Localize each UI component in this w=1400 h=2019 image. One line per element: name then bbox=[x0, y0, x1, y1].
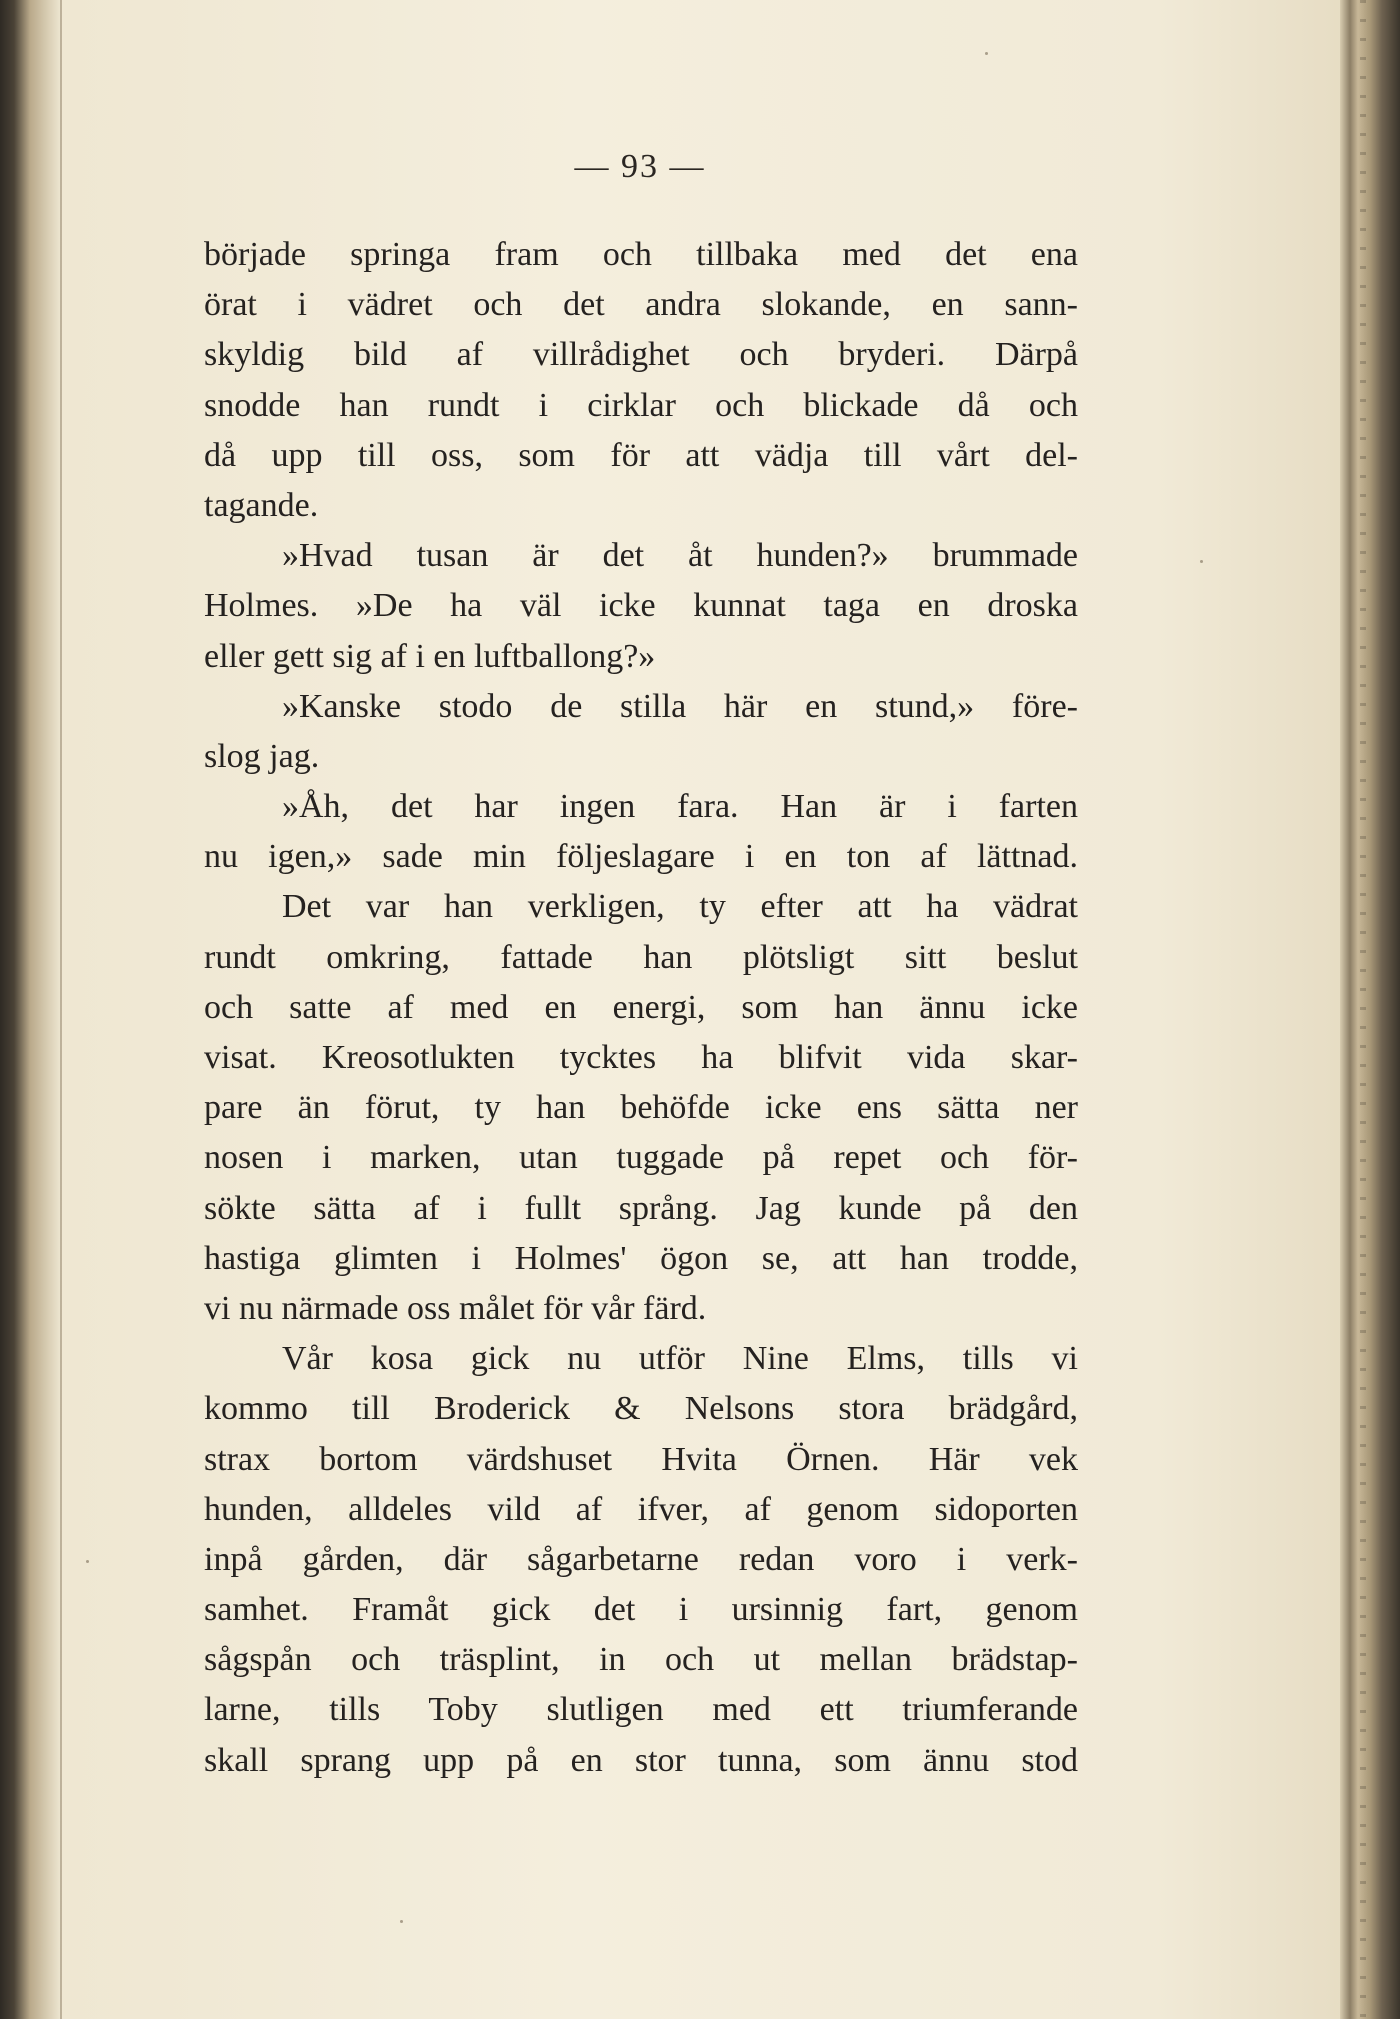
scan-left-edge bbox=[0, 0, 62, 2019]
text-line: samhet. Framåt gick det i ursinnig fart, genom bbox=[204, 1591, 1078, 1629]
text-line: »Kanske stodo de stilla här en stund,» före- bbox=[282, 687, 1078, 725]
text-line: »Åh, det har ingen fara. Han är i farten bbox=[282, 788, 1078, 826]
text-line: Holmes. »De ha väl icke kunnat taga en droska bbox=[204, 587, 1078, 625]
text-line: larne, tills Toby slutligen med ett triumferande bbox=[204, 1691, 1078, 1729]
text-line: sågspån och träsplint, in och ut mellan brädstap- bbox=[204, 1641, 1078, 1679]
text-line: visat. Kreosotlukten tycktes ha blifvit vida skar- bbox=[204, 1039, 1078, 1076]
text-line: och satte af med en energi, som han ännu icke bbox=[204, 988, 1078, 1026]
text-line: skyldig bild af villrådighet och bryderi. Därpå bbox=[204, 336, 1078, 374]
paper-speck bbox=[985, 52, 988, 55]
text-line: slog jag. bbox=[204, 737, 320, 775]
text-line: örat i vädret och det andra slokande, en sann- bbox=[204, 286, 1078, 324]
text-line: skall sprang upp på en stor tunna, som ännu stod bbox=[204, 1741, 1078, 1779]
text-line: kommo till Broderick & Nelsons stora brädgård, bbox=[204, 1390, 1078, 1428]
text-line: sökte sätta af i fullt språng. Jag kunde på den bbox=[204, 1189, 1078, 1227]
text-line: vi nu närmade oss målet för vår färd. bbox=[204, 1289, 707, 1327]
text-line: nu igen,» sade min följeslagare i en ton af lättnad. bbox=[204, 838, 1078, 876]
paper-speck bbox=[400, 1920, 403, 1923]
page-number: — 93 — bbox=[574, 148, 706, 185]
text-line: då upp till oss, som för att vädja till vårt del- bbox=[204, 436, 1078, 474]
text-line: snodde han rundt i cirklar och blickade då och bbox=[204, 386, 1078, 424]
paper-speck bbox=[86, 1560, 89, 1563]
text-line: pare än förut, ty han behöfde icke ens sätta ner bbox=[204, 1089, 1078, 1127]
text-line: tagande. bbox=[204, 486, 319, 524]
text-line: hunden, alldeles vild af ifver, af genom sidoporten bbox=[204, 1490, 1078, 1528]
text-line: började springa fram och tillbaka med det ena bbox=[204, 236, 1078, 273]
text-line: inpå gården, där sågarbetarne redan voro i verk- bbox=[204, 1540, 1078, 1578]
book-binding-gutter bbox=[1340, 0, 1400, 2019]
text-line: eller gett sig af i en luftballong?» bbox=[204, 637, 656, 675]
body-text bbox=[204, 230, 1078, 1786]
binding-stitch-marks bbox=[1360, 0, 1366, 2019]
text-line: Vår kosa gick nu utför Nine Elms, tills vi bbox=[282, 1340, 1078, 1378]
text-line: nosen i marken, utan tuggade på repet och för- bbox=[204, 1139, 1078, 1177]
text-line: »Hvad tusan är det åt hunden?» brummade bbox=[282, 537, 1078, 575]
text-line: hastiga glimten i Holmes' ögon se, att han trodde, bbox=[204, 1239, 1078, 1277]
text-line: rundt omkring, fattade han plötsligt sitt beslut bbox=[204, 938, 1078, 976]
paper-speck bbox=[1200, 560, 1203, 563]
text-line: strax bortom värdshuset Hvita Örnen. Här vek bbox=[204, 1440, 1078, 1478]
text-line: Det var han verkligen, ty efter att ha vädrat bbox=[282, 888, 1078, 926]
